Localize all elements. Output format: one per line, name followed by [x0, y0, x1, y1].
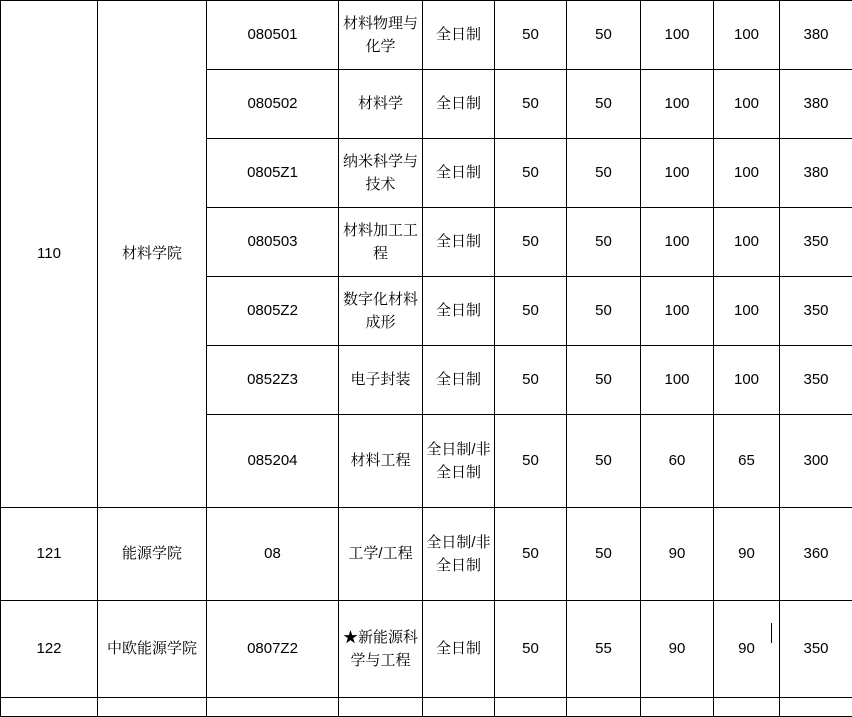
score-single-four-cell: 90 — [714, 508, 780, 601]
college-code-cell: 121 — [1, 508, 98, 601]
score-total-cell: 350 — [780, 277, 852, 346]
score-single-one-cell: 50 — [495, 277, 567, 346]
major-code-cell: 0805Z2 — [207, 277, 339, 346]
study-mode-cell: 全日制 — [423, 208, 495, 277]
score-single-one-cell: 50 — [495, 415, 567, 508]
major-code-cell: 085204 — [207, 415, 339, 508]
college-name-cell: 材料学院 — [98, 1, 207, 508]
score-single-four-cell: 100 — [714, 1, 780, 70]
score-total-cell: 380 — [780, 70, 852, 139]
major-code-cell: 0805Z1 — [207, 139, 339, 208]
score-single-three-cell: 100 — [641, 346, 714, 415]
score-single-two-cell: 50 — [567, 1, 641, 70]
major-name-cell: 工学/工程 — [339, 508, 423, 601]
score-single-one-cell: 50 — [495, 208, 567, 277]
major-code-cell: 080501 — [207, 1, 339, 70]
college-name-cell: 中欧能源学院 — [98, 601, 207, 698]
score-single-two-cell: 50 — [567, 415, 641, 508]
table-row — [1, 601, 852, 698]
study-mode-cell: 全日制 — [423, 1, 495, 70]
cut-cell — [1, 698, 98, 717]
cut-cell — [495, 698, 567, 717]
major-code-cell: 0852Z3 — [207, 346, 339, 415]
score-single-three-cell: 100 — [641, 208, 714, 277]
study-mode-cell: 全日制 — [423, 70, 495, 139]
score-total-cell: 350 — [780, 208, 852, 277]
study-mode-cell: 全日制 — [423, 277, 495, 346]
major-name-cell: ★新能源科学与工程 — [339, 601, 423, 698]
score-single-four-cell: 100 — [714, 139, 780, 208]
cut-cell — [423, 698, 495, 717]
cut-cell — [339, 698, 423, 717]
score-total-cell: 380 — [780, 139, 852, 208]
score-single-four-cell: 100 — [714, 70, 780, 139]
study-mode-cell: 全日制/非全日制 — [423, 415, 495, 508]
score-single-four-cell: 65 — [714, 415, 780, 508]
college-code-cell: 122 — [1, 601, 98, 698]
major-name-cell: 材料物理与化学 — [339, 1, 423, 70]
cut-cell — [207, 698, 339, 717]
study-mode-cell: 全日制 — [423, 601, 495, 698]
cut-cell — [780, 698, 852, 717]
major-code-cell: 080502 — [207, 70, 339, 139]
score-single-three-cell: 90 — [641, 601, 714, 698]
study-mode-cell: 全日制 — [423, 139, 495, 208]
score-single-three-cell: 100 — [641, 139, 714, 208]
score-single-two-cell: 50 — [567, 508, 641, 601]
major-name-cell: 电子封装 — [339, 346, 423, 415]
score-total-cell: 380 — [780, 1, 852, 70]
score-single-four-cell: 100 — [714, 277, 780, 346]
major-name-cell: 材料学 — [339, 70, 423, 139]
cut-cell — [714, 698, 780, 717]
score-single-two-cell: 50 — [567, 70, 641, 139]
table-row — [1, 508, 852, 601]
cut-cell — [641, 698, 714, 717]
score-single-three-cell: 100 — [641, 277, 714, 346]
score-single-one-cell: 50 — [495, 70, 567, 139]
study-mode-cell: 全日制 — [423, 346, 495, 415]
major-name-cell: 纳米科学与技术 — [339, 139, 423, 208]
score-single-three-cell: 100 — [641, 1, 714, 70]
score-single-three-cell: 60 — [641, 415, 714, 508]
major-code-cell: 08 — [207, 508, 339, 601]
score-total-cell: 360 — [780, 508, 852, 601]
major-code-cell: 080503 — [207, 208, 339, 277]
table-row — [1, 1, 852, 70]
score-total-cell: 350 — [780, 346, 852, 415]
college-name-cell: 能源学院 — [98, 508, 207, 601]
college-code-cell: 110 — [1, 1, 98, 508]
stray-mark — [771, 623, 772, 643]
cut-cell — [567, 698, 641, 717]
major-name-cell: 数字化材料成形 — [339, 277, 423, 346]
score-single-two-cell: 50 — [567, 346, 641, 415]
score-single-four-cell: 90 — [714, 601, 780, 698]
score-single-two-cell: 50 — [567, 139, 641, 208]
score-total-cell: 350 — [780, 601, 852, 698]
score-single-two-cell: 50 — [567, 208, 641, 277]
table-row-partial — [1, 698, 852, 717]
score-single-one-cell: 50 — [495, 601, 567, 698]
major-name-cell: 材料工程 — [339, 415, 423, 508]
score-single-one-cell: 50 — [495, 346, 567, 415]
score-single-four-cell: 100 — [714, 208, 780, 277]
score-single-four-cell: 100 — [714, 346, 780, 415]
score-total-cell: 300 — [780, 415, 852, 508]
major-code-cell: 0807Z2 — [207, 601, 339, 698]
score-single-two-cell: 55 — [567, 601, 641, 698]
score-single-three-cell: 90 — [641, 508, 714, 601]
major-name-cell: 材料加工工程 — [339, 208, 423, 277]
score-single-one-cell: 50 — [495, 1, 567, 70]
study-mode-cell: 全日制/非全日制 — [423, 508, 495, 601]
score-single-one-cell: 50 — [495, 508, 567, 601]
score-single-one-cell: 50 — [495, 139, 567, 208]
score-single-two-cell: 50 — [567, 277, 641, 346]
cut-cell — [98, 698, 207, 717]
score-single-three-cell: 100 — [641, 70, 714, 139]
